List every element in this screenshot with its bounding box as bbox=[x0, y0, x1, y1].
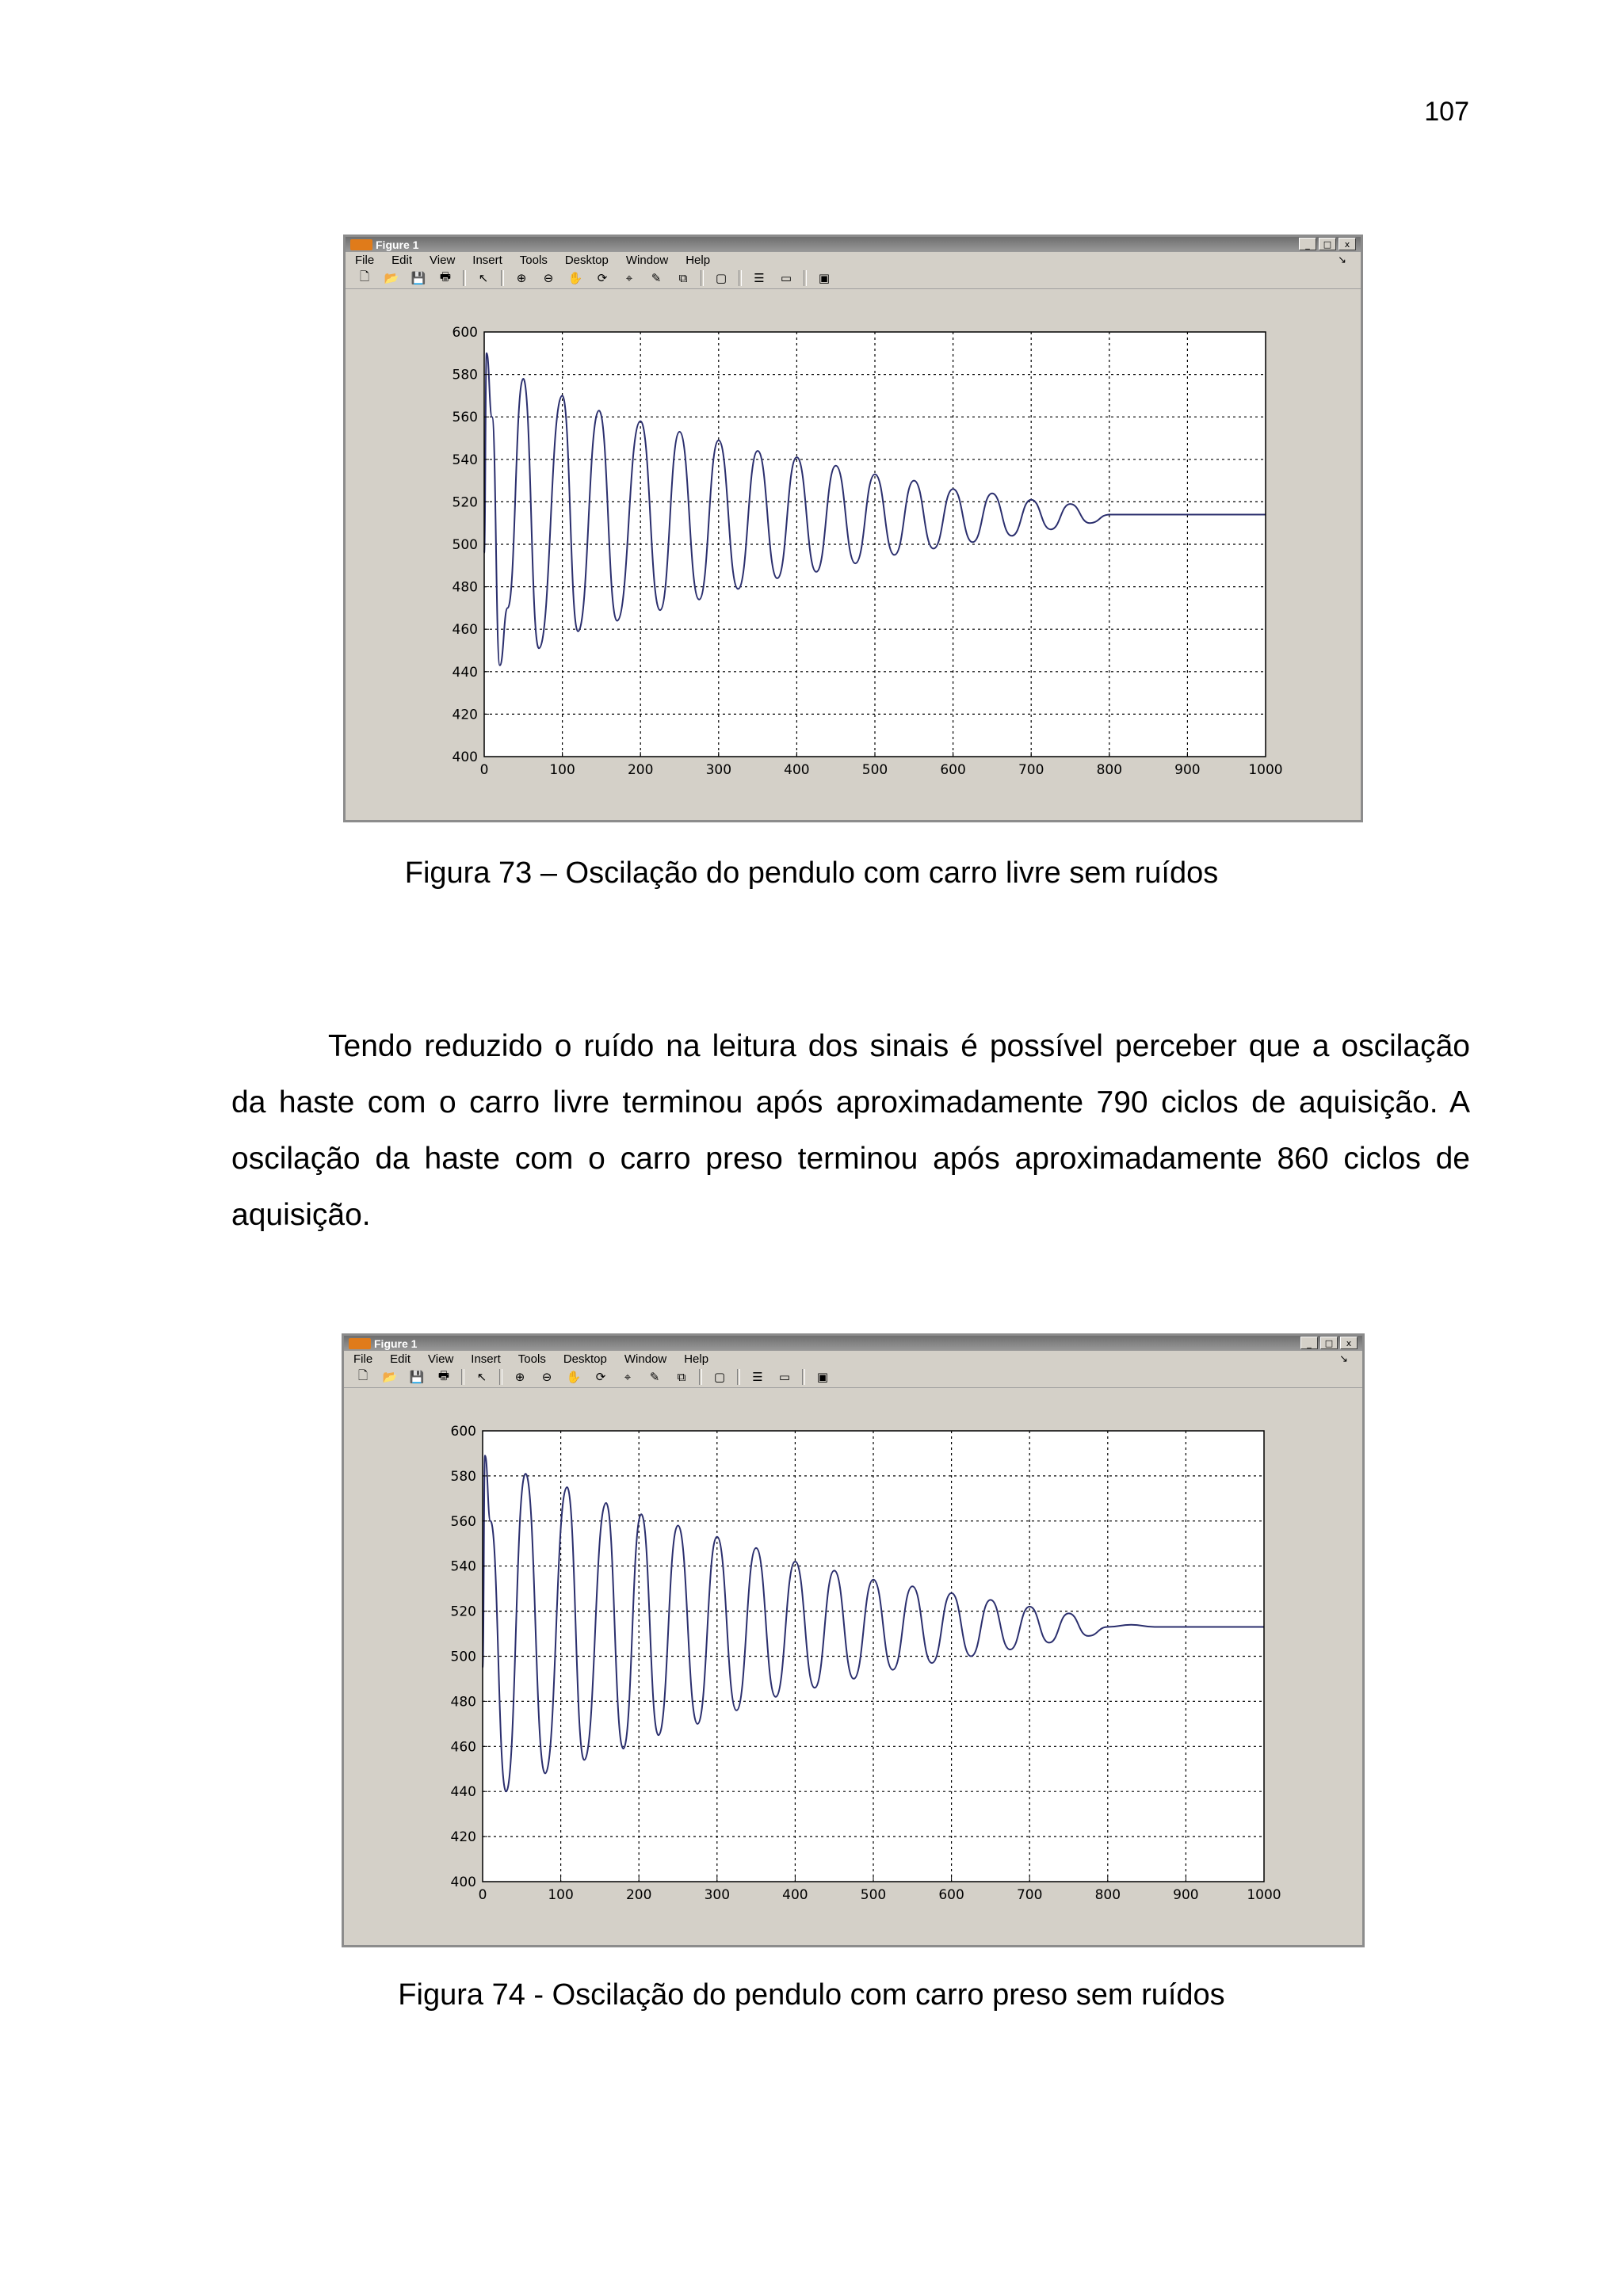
menu-tools[interactable]: Tools bbox=[519, 253, 548, 267]
x-tick-label: 900 bbox=[1173, 1887, 1199, 1903]
toolbar bbox=[346, 268, 1361, 289]
menu-view[interactable]: View bbox=[428, 1352, 454, 1366]
menu-help[interactable]: Help bbox=[685, 253, 711, 267]
chart-figure-73 bbox=[346, 291, 1361, 822]
colorbar-icon[interactable]: ▢ bbox=[713, 1370, 726, 1384]
y-tick-label: 600 bbox=[450, 1424, 476, 1440]
title-bar bbox=[344, 1336, 1362, 1351]
zoom-in-icon[interactable]: ⊕ bbox=[514, 1370, 525, 1384]
x-tick-label: 500 bbox=[861, 762, 888, 778]
zoom-in-icon[interactable]: ⊕ bbox=[516, 271, 527, 285]
x-tick-label: 700 bbox=[1016, 1887, 1043, 1903]
y-tick-label: 560 bbox=[452, 410, 478, 426]
data-cursor-icon[interactable]: ⌖ bbox=[624, 1370, 632, 1384]
matlab-logo-icon bbox=[350, 239, 372, 250]
menu-bar bbox=[344, 1351, 1362, 1367]
colorbar-icon[interactable]: ▢ bbox=[715, 271, 727, 285]
open-folder-icon[interactable]: 📂 bbox=[384, 271, 399, 285]
toolbar-separator bbox=[739, 270, 742, 286]
x-tick-label: 800 bbox=[1094, 1887, 1121, 1903]
y-tick-label: 580 bbox=[450, 1468, 476, 1485]
x-tick-label: 200 bbox=[627, 762, 654, 778]
x-tick-label: 400 bbox=[784, 762, 810, 778]
toolbar-separator bbox=[499, 1369, 502, 1385]
y-tick-label: 460 bbox=[450, 1739, 476, 1756]
save-icon[interactable]: 💾 bbox=[409, 1370, 425, 1384]
window-title: Figure 1 bbox=[374, 1337, 418, 1350]
figure-73-caption: Figura 73 – Oscilação do pendulo com carro livre sem ruídos bbox=[404, 856, 1219, 890]
toolbar-separator bbox=[501, 270, 504, 286]
x-tick-label: 100 bbox=[548, 1887, 574, 1903]
x-tick-label: 300 bbox=[704, 1887, 731, 1903]
y-tick-label: 500 bbox=[452, 537, 478, 553]
pan-hand-icon[interactable]: ✋ bbox=[566, 1370, 582, 1384]
pointer-icon[interactable]: ↖ bbox=[478, 271, 489, 285]
new-file-icon[interactable]: 🗋 bbox=[359, 269, 370, 284]
figure-window-2 bbox=[342, 1333, 1365, 1947]
menu-desktop[interactable]: Desktop bbox=[564, 253, 609, 267]
link-icon[interactable]: ⧉ bbox=[678, 271, 688, 285]
legend-icon[interactable]: ☰ bbox=[754, 271, 765, 285]
menu-view[interactable]: View bbox=[430, 253, 456, 267]
toolbar-separator bbox=[461, 1369, 464, 1385]
x-tick-label: 1000 bbox=[1247, 1887, 1281, 1903]
save-icon[interactable]: 💾 bbox=[411, 271, 426, 285]
toolbar-separator bbox=[463, 270, 466, 286]
figure-74-caption: Figura 74 - Oscilação do pendulo com carro preso sem ruídos bbox=[398, 1978, 1225, 2012]
x-tick-label: 600 bbox=[940, 762, 966, 778]
y-tick-label: 520 bbox=[450, 1604, 476, 1620]
x-tick-label: 500 bbox=[860, 1887, 887, 1903]
chart-figure-74 bbox=[344, 1390, 1362, 1947]
matlab-logo-icon bbox=[349, 1338, 371, 1349]
open-folder-icon[interactable]: 📂 bbox=[382, 1370, 398, 1384]
y-tick-label: 560 bbox=[450, 1513, 476, 1530]
rotate-3d-icon[interactable]: ⟳ bbox=[597, 271, 608, 285]
x-tick-label: 900 bbox=[1174, 762, 1201, 778]
x-tick-label: 1000 bbox=[1248, 762, 1283, 778]
y-tick-label: 540 bbox=[452, 452, 478, 468]
y-tick-label: 440 bbox=[450, 1784, 476, 1801]
page-number: 107 bbox=[1424, 97, 1469, 127]
menu-window[interactable]: Window bbox=[624, 1352, 667, 1366]
window-title: Figure 1 bbox=[376, 238, 419, 251]
x-tick-label: 800 bbox=[1096, 762, 1123, 778]
y-tick-label: 580 bbox=[452, 367, 478, 383]
x-tick-label: 400 bbox=[782, 1887, 808, 1903]
y-tick-label: 500 bbox=[450, 1649, 476, 1665]
brush-icon[interactable]: ✎ bbox=[651, 271, 662, 285]
new-file-icon[interactable]: 🗋 bbox=[357, 1367, 369, 1383]
y-tick-label: 600 bbox=[452, 325, 478, 341]
menu-file[interactable]: File bbox=[355, 253, 375, 267]
menu-insert[interactable]: Insert bbox=[471, 1352, 501, 1366]
y-tick-label: 520 bbox=[452, 494, 478, 511]
toolbar-separator bbox=[802, 1369, 805, 1385]
legend-icon[interactable]: ☰ bbox=[752, 1370, 763, 1384]
maximize-icon[interactable]: □ bbox=[1319, 238, 1336, 250]
y-tick-label: 420 bbox=[452, 707, 478, 723]
brush-icon[interactable]: ✎ bbox=[649, 1370, 660, 1384]
show-plot-tools-icon[interactable]: ▣ bbox=[816, 1370, 829, 1384]
data-cursor-icon[interactable]: ⌖ bbox=[625, 271, 633, 285]
menu-window[interactable]: Window bbox=[625, 253, 669, 267]
rotate-3d-icon[interactable]: ⟳ bbox=[595, 1370, 606, 1384]
y-tick-label: 420 bbox=[450, 1829, 476, 1846]
close-icon[interactable]: x bbox=[1340, 1337, 1358, 1349]
toolbar bbox=[344, 1367, 1362, 1388]
minimize-icon[interactable]: _ bbox=[1300, 1337, 1318, 1349]
menu-file[interactable]: File bbox=[353, 1352, 373, 1366]
pan-hand-icon[interactable]: ✋ bbox=[567, 271, 583, 285]
x-tick-label: 0 bbox=[479, 762, 489, 778]
dock-arrow-icon[interactable]: ↘ bbox=[1338, 254, 1346, 265]
x-tick-label: 300 bbox=[705, 762, 732, 778]
zoom-out-icon[interactable]: ⊖ bbox=[541, 1370, 552, 1384]
hide-plot-tools-icon[interactable]: ▭ bbox=[780, 271, 792, 285]
y-tick-label: 400 bbox=[452, 749, 478, 765]
x-tick-label: 600 bbox=[938, 1887, 964, 1903]
print-icon[interactable]: 🖶 bbox=[437, 1367, 450, 1383]
print-icon[interactable]: 🖶 bbox=[439, 269, 452, 284]
x-tick-label: 100 bbox=[549, 762, 575, 778]
toolbar-separator bbox=[804, 270, 807, 286]
menu-bar bbox=[346, 252, 1361, 268]
title-bar bbox=[346, 237, 1361, 252]
menu-tools[interactable]: Tools bbox=[517, 1352, 546, 1366]
hide-plot-tools-icon[interactable]: ▭ bbox=[778, 1370, 791, 1384]
menu-desktop[interactable]: Desktop bbox=[563, 1352, 607, 1366]
toolbar-separator bbox=[699, 1369, 702, 1385]
y-tick-label: 400 bbox=[450, 1875, 476, 1890]
y-tick-label: 480 bbox=[452, 579, 478, 596]
link-icon[interactable]: ⧉ bbox=[677, 1370, 686, 1384]
menu-insert[interactable]: Insert bbox=[472, 253, 502, 267]
figure-window-1 bbox=[343, 235, 1363, 822]
menu-help[interactable]: Help bbox=[684, 1352, 709, 1366]
y-tick-label: 540 bbox=[450, 1558, 476, 1575]
y-tick-label: 480 bbox=[450, 1694, 476, 1711]
close-icon[interactable]: x bbox=[1338, 238, 1356, 250]
menu-edit[interactable]: Edit bbox=[390, 1352, 411, 1366]
toolbar-separator bbox=[701, 270, 704, 286]
body-paragraph: Tendo reduzido o ruído na leitura dos sinais é possível perceber que a oscilação da haste com o carro livre terminou após aproximadamente 790 ciclos de aquisição. A oscilação da haste com o carro preso terminou após aproximadamente 860 ciclos de aquisição. bbox=[231, 1029, 1470, 1232]
dock-arrow-icon[interactable]: ↘ bbox=[1339, 1352, 1348, 1364]
zoom-out-icon[interactable]: ⊖ bbox=[543, 271, 554, 285]
minimize-icon[interactable]: _ bbox=[1299, 238, 1316, 250]
toolbar-separator bbox=[737, 1369, 740, 1385]
maximize-icon[interactable]: □ bbox=[1320, 1337, 1338, 1349]
x-tick-label: 200 bbox=[625, 1887, 652, 1903]
x-tick-label: 0 bbox=[478, 1887, 487, 1903]
y-tick-label: 460 bbox=[452, 622, 478, 639]
show-plot-tools-icon[interactable]: ▣ bbox=[818, 271, 831, 285]
menu-edit[interactable]: Edit bbox=[391, 253, 413, 267]
y-tick-label: 440 bbox=[452, 664, 478, 681]
x-tick-label: 700 bbox=[1018, 762, 1044, 778]
pointer-icon[interactable]: ↖ bbox=[476, 1370, 487, 1384]
